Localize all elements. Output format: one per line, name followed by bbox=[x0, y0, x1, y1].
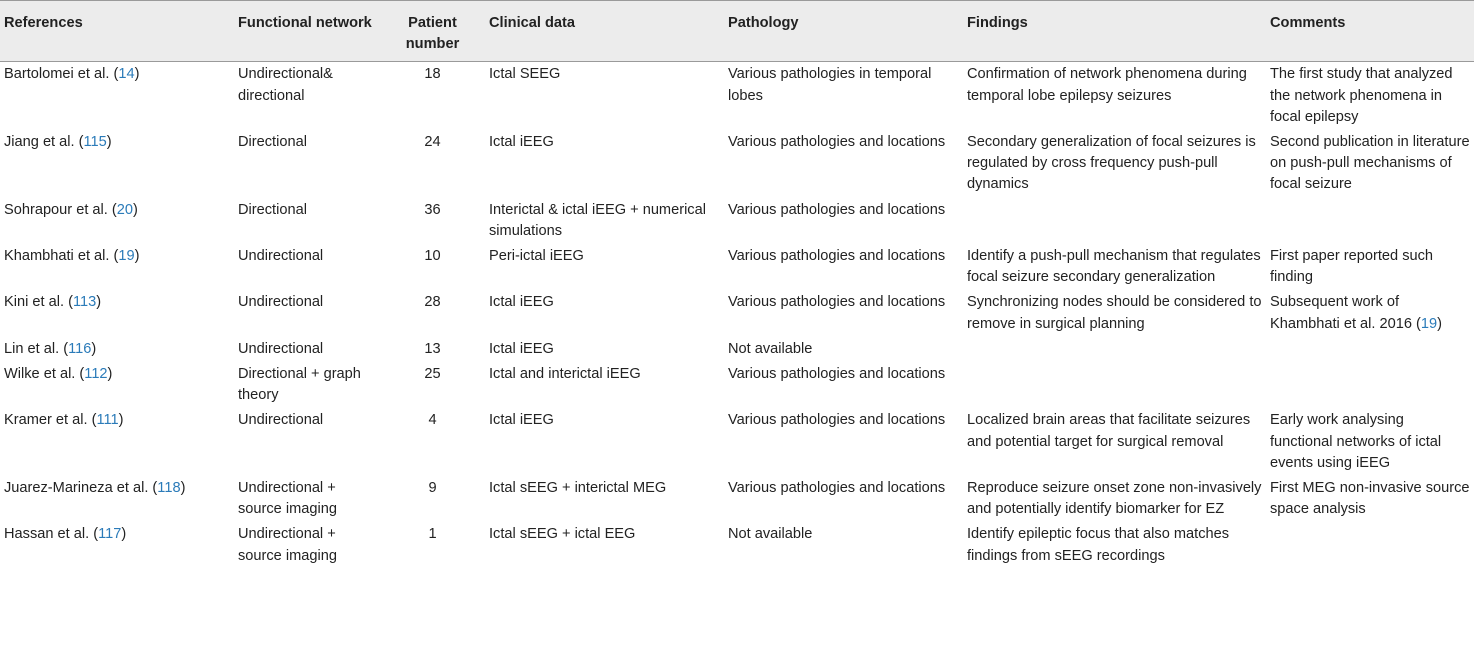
cell-reference bbox=[0, 476, 234, 522]
table-row bbox=[0, 62, 1474, 130]
cell-network: Undirectional bbox=[238, 294, 324, 311]
cell-pathology: Not available bbox=[728, 526, 813, 543]
cell-findings bbox=[963, 362, 1266, 408]
cell-network: Undirectional bbox=[238, 340, 324, 357]
author: Bartolomei et al. ( bbox=[4, 66, 119, 83]
cell-network: Undirectional + source imaging bbox=[238, 480, 337, 518]
citation-link[interactable]: 112 bbox=[84, 366, 108, 383]
cell-findings bbox=[963, 198, 1266, 244]
table-header-row bbox=[0, 1, 1474, 62]
cell-reference bbox=[0, 362, 234, 408]
cell-reference bbox=[0, 408, 234, 476]
citation-close: ) bbox=[107, 366, 113, 383]
header-functional-network: Functional network bbox=[234, 1, 380, 62]
cell-pathology: Not available bbox=[728, 340, 813, 357]
cell-clinical: Interictal & ictal iEEG + numerical simulations bbox=[489, 201, 706, 239]
cell-findings: Secondary generalization of focal seizures is regulated by cross frequency push-pull dynamics bbox=[967, 134, 1256, 193]
cell-clinical: Ictal iEEG bbox=[489, 412, 554, 429]
author: Kini et al. ( bbox=[4, 294, 73, 311]
citation-close: ) bbox=[118, 412, 124, 429]
cell-patients: 36 bbox=[424, 201, 441, 218]
cell-pathology: Various pathologies in temporal lobes bbox=[728, 66, 932, 104]
cell-patients: 13 bbox=[424, 340, 441, 357]
cell-clinical: Peri-ictal iEEG bbox=[489, 248, 584, 265]
cell-network: Undirectional + source imaging bbox=[238, 526, 337, 564]
citation-close: ) bbox=[91, 340, 97, 357]
cell-clinical: Ictal SEEG bbox=[489, 66, 561, 83]
cell-clinical: Ictal sEEG + ictal EEG bbox=[489, 526, 636, 543]
cell-comments: First MEG non-invasive source space analysis bbox=[1270, 480, 1470, 518]
comment-text: Subsequent work of Khambhati et al. 2016 ( bbox=[1270, 294, 1421, 332]
citation-link[interactable]: 116 bbox=[68, 340, 92, 357]
citation-close: ) bbox=[134, 248, 140, 265]
cell-pathology: Various pathologies and locations bbox=[728, 294, 946, 311]
cell-network: Undirectional bbox=[238, 248, 324, 265]
citation-close: ) bbox=[121, 526, 127, 543]
header-findings: Findings bbox=[963, 1, 1266, 62]
cell-patients: 4 bbox=[428, 412, 437, 429]
header-references: References bbox=[0, 1, 234, 62]
cell-comments: Second publication in literature on push-pull mechanisms of focal seizure bbox=[1270, 134, 1470, 193]
citation-close: ) bbox=[1437, 315, 1443, 332]
citation-link[interactable]: 117 bbox=[98, 526, 122, 543]
citation-close: ) bbox=[106, 134, 112, 151]
table-row bbox=[0, 290, 1474, 336]
citation-link[interactable]: 111 bbox=[96, 412, 119, 429]
citation-close: ) bbox=[180, 480, 186, 497]
cell-patients: 28 bbox=[424, 294, 441, 311]
cell-network: Undirectional bbox=[238, 412, 324, 429]
table-row bbox=[0, 198, 1474, 244]
cell-findings: Localized brain areas that facilitate seizures and potential target for surgical removal bbox=[967, 412, 1251, 450]
cell-clinical: Ictal sEEG + interictal MEG bbox=[489, 480, 667, 497]
cell-pathology: Various pathologies and locations bbox=[728, 412, 946, 429]
cell-comments bbox=[1266, 290, 1474, 336]
cell-reference bbox=[0, 244, 234, 290]
author: Juarez-Marineza et al. ( bbox=[4, 480, 158, 497]
cell-reference bbox=[0, 130, 234, 198]
cell-patients: 9 bbox=[428, 480, 437, 497]
cell-findings bbox=[963, 337, 1266, 362]
cell-findings: Synchronizing nodes should be considered to remove in surgical planning bbox=[967, 294, 1262, 332]
cell-reference bbox=[0, 290, 234, 336]
citation-close: ) bbox=[134, 66, 140, 83]
citation-link[interactable]: 14 bbox=[118, 66, 135, 83]
cell-patients: 18 bbox=[424, 66, 441, 83]
cell-comments bbox=[1266, 337, 1474, 362]
author: Hassan et al. ( bbox=[4, 526, 99, 543]
cell-pathology: Various pathologies and locations bbox=[728, 134, 946, 151]
table-row bbox=[0, 244, 1474, 290]
table-row bbox=[0, 476, 1474, 522]
author: Jiang et al. ( bbox=[4, 134, 84, 151]
cell-pathology: Various pathologies and locations bbox=[728, 248, 946, 265]
table-row bbox=[0, 522, 1474, 570]
author: Wilke et al. ( bbox=[4, 366, 85, 383]
cell-reference bbox=[0, 337, 234, 362]
header-patient-number: Patient number bbox=[380, 1, 485, 62]
cell-network: Undirectional& directional bbox=[238, 66, 333, 104]
cell-patients: 10 bbox=[424, 248, 441, 265]
cell-comments: The first study that analyzed the network phenomena in focal epilepsy bbox=[1270, 66, 1453, 125]
author: Kramer et al. ( bbox=[4, 412, 97, 429]
cell-patients: 25 bbox=[424, 366, 441, 383]
cell-pathology: Various pathologies and locations bbox=[728, 366, 946, 383]
cell-network: Directional bbox=[238, 134, 307, 151]
author: Khambhati et al. ( bbox=[4, 248, 119, 265]
cell-comments: First paper reported such finding bbox=[1270, 248, 1434, 286]
author: Lin et al. ( bbox=[4, 340, 69, 357]
cell-reference bbox=[0, 198, 234, 244]
cell-patients: 24 bbox=[424, 134, 441, 151]
citation-link[interactable]: 113 bbox=[72, 294, 97, 311]
cell-comments: Early work analysing functional networks of ictal events using iEEG bbox=[1270, 412, 1442, 471]
table-row bbox=[0, 130, 1474, 198]
cell-network: Directional + graph theory bbox=[238, 366, 361, 404]
cell-findings: Confirmation of network phenomena during temporal lobe epilepsy seizures bbox=[967, 66, 1247, 104]
cell-clinical: Ictal iEEG bbox=[489, 134, 554, 151]
cell-comments bbox=[1266, 362, 1474, 408]
header-pathology: Pathology bbox=[724, 1, 963, 62]
citation-link[interactable]: 19 bbox=[1420, 315, 1438, 332]
cell-reference bbox=[0, 522, 234, 570]
cell-clinical: Ictal iEEG bbox=[489, 340, 554, 357]
cell-clinical: Ictal and interictal iEEG bbox=[489, 366, 641, 383]
citation-link[interactable]: 20 bbox=[116, 201, 133, 218]
cell-findings: Reproduce seizure onset zone non-invasively and potentially identify biomarker for EZ bbox=[967, 480, 1262, 518]
table-row bbox=[0, 362, 1474, 408]
table-row bbox=[0, 337, 1474, 362]
cell-findings: Identify epileptic focus that also matches findings from sEEG recordings bbox=[967, 526, 1230, 564]
cell-pathology: Various pathologies and locations bbox=[728, 480, 946, 497]
header-clinical-data: Clinical data bbox=[485, 1, 724, 62]
cell-clinical: Ictal iEEG bbox=[489, 294, 554, 311]
cell-network: Directional bbox=[238, 201, 307, 218]
cell-reference bbox=[0, 62, 234, 130]
cell-findings: Identify a push-pull mechanism that regulates focal seizure secondary generalization bbox=[967, 248, 1261, 286]
citation-close: ) bbox=[96, 294, 102, 311]
cell-pathology: Various pathologies and locations bbox=[728, 201, 946, 218]
citation-link[interactable]: 115 bbox=[83, 134, 107, 151]
citation-close: ) bbox=[133, 201, 138, 218]
header-comments: Comments bbox=[1266, 1, 1474, 62]
cell-comments bbox=[1266, 198, 1474, 244]
table-row bbox=[0, 408, 1474, 476]
author: Sohrapour et al. ( bbox=[4, 201, 117, 218]
cell-comments bbox=[1266, 522, 1474, 570]
cell-patients: 1 bbox=[428, 526, 437, 543]
citation-link[interactable]: 19 bbox=[118, 248, 135, 265]
citation-link[interactable]: 118 bbox=[157, 480, 181, 497]
